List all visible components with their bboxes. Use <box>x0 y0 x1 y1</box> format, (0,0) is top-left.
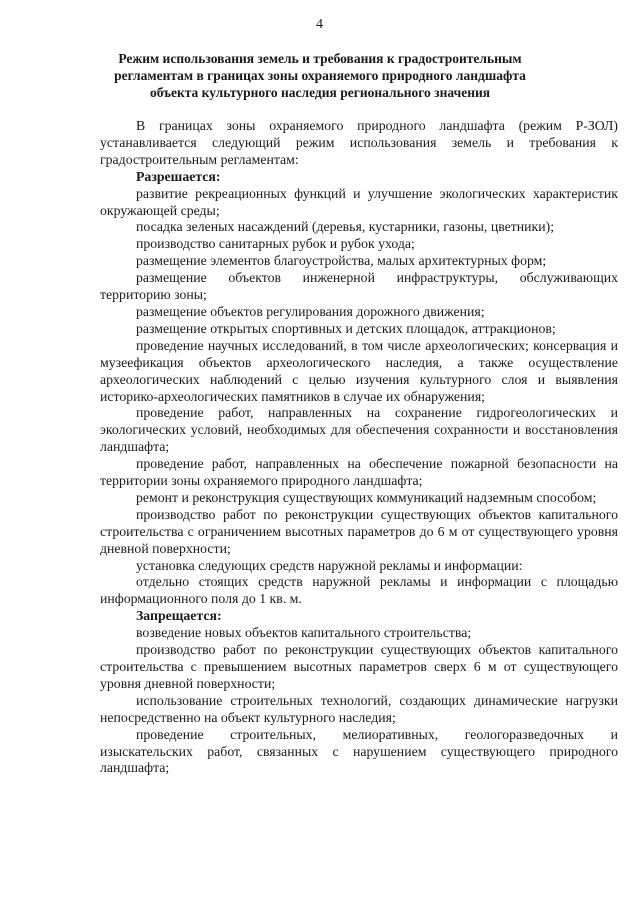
allowed-item: проведение работ, направленных на обеспечение пожарной безопасности на территории зоны охраняемого природного ландшафта; <box>100 456 618 489</box>
allowed-item: размещение открытых спортивных и детских площадок, аттракционов; <box>136 320 556 336</box>
allowed-item: установка следующих средств наружной рекламы и информации: <box>136 557 523 573</box>
allowed-item: размещение объектов регулирования дорожного движения; <box>136 303 485 319</box>
page-number: 4 <box>316 17 323 32</box>
forbidden-item: проведение строительных, мелиоративных, геологоразведочных и изыскательских работ, связанных с нарушением существующего природного ландшафта; <box>100 726 618 776</box>
title-line: Режим использования земель и требования к градостроительным <box>118 51 522 66</box>
intro-paragraph: В границах зоны охраняемого природного ландшафта (режим Р-ЗОЛ) устанавливается следующий режим использования земель и требования к градостроительным регламентам: <box>100 118 618 167</box>
document-title <box>80 50 560 101</box>
allowed-heading: Разрешается: <box>136 168 221 184</box>
forbidden-item: возведение новых объектов капитального строительства; <box>136 625 472 641</box>
allowed-item: ремонт и реконструкция существующих коммуникаций надземным способом; <box>136 489 597 505</box>
title-line: регламентам в границах зоны охраняемого природного ландшафта <box>114 68 526 83</box>
allowed-item: проведение научных исследований, в том числе археологических; консервация и музеефикация объектов археологического наследия, а также осуществление археологических наблюдений с целью изучения культурного слоя и выявления историко-археологических памятников в случае их обнаружения; <box>100 337 618 404</box>
allowed-item: развитие рекреационных функций и улучшение экологических характеристик окружающей среды; <box>100 185 618 218</box>
allowed-item: посадка зеленых насаждений (деревья, кустарники, газоны, цветники); <box>136 219 555 235</box>
allowed-item: размещение объектов инженерной инфраструктуры, обслуживающих территорию зоны; <box>100 270 618 303</box>
forbidden-heading: Запрещается: <box>136 608 222 624</box>
allowed-item: размещение элементов благоустройства, малых архитектурных форм; <box>136 253 547 269</box>
forbidden-item: производство работ по реконструкции существующих объектов капитального строительства с превышением высотных параметров сверх 6 м от существующего уровня дневной поверхности; <box>100 642 618 691</box>
allowed-item: производство работ по реконструкции существующих объектов капитального строительства с ограничением высотных параметров до 6 м от существующего уровня дневной поверхности; <box>100 506 618 556</box>
allowed-item: проведение работ, направленных на сохранение гидрогеологических и экологических условий, необходимых для обеспечения сохранности и восстановления ландшафта; <box>100 405 618 455</box>
allowed-item: отдельно стоящих средств наружной рекламы и информации с площадью информационного поля до 1 кв. м. <box>100 574 618 607</box>
document-body <box>100 118 618 777</box>
forbidden-item: использование строительных технологий, создающих динамические нагрузки непосредственно на объект культурного наследия; <box>100 692 618 725</box>
allowed-item: производство санитарных рубок и рубок ухода; <box>136 236 415 252</box>
title-line: объекта культурного наследия регионального значения <box>149 85 491 100</box>
